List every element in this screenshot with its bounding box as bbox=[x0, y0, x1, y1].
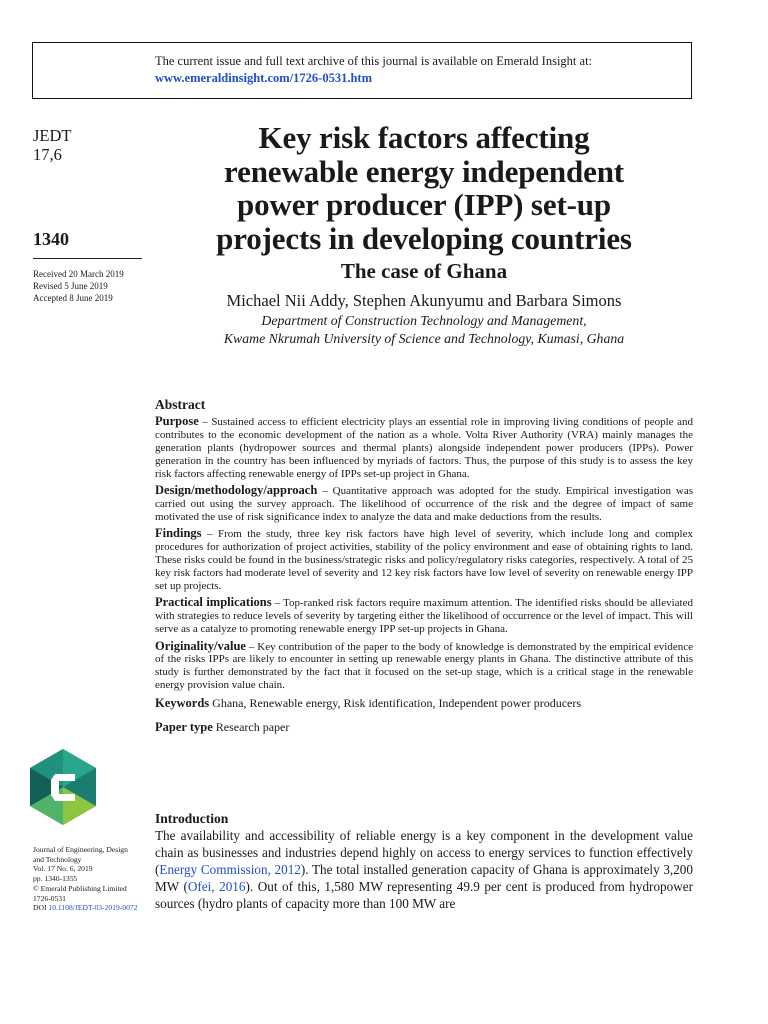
introduction-section bbox=[155, 811, 693, 912]
citation-ofei-link[interactable]: Ofei, 2016 bbox=[187, 879, 246, 894]
keywords-label: Keywords bbox=[155, 696, 210, 711]
article-dates bbox=[33, 268, 124, 304]
page-number: 1340 bbox=[33, 229, 69, 249]
doi-line bbox=[33, 903, 138, 913]
publication-info bbox=[33, 845, 138, 913]
purpose-text: – Sustained access to efficient electricity plays an essential role in improving living conditions of people and contributes to the economic development of the nation as a whole. Volta River Authority (VRA) mainly manages the generation plants (hydropower sources and thermal plants) alongside independent power producers (IPPs). Power generation in the country has been influenced by myriads of factors. Thus, the purpose of this study is to assess the key risk factors affecting renewable energy of IPPs set-up project in Ghana. bbox=[155, 416, 693, 480]
journal-code bbox=[33, 126, 72, 164]
journal-url-link[interactable]: www.emeraldinsight.com/1726-0531.htm bbox=[155, 71, 372, 85]
affiliation-line-2: Kwame Nkrumah University of Science and Technology, Kumasi, Ghana bbox=[223, 330, 625, 346]
received-date: Received 20 March 2019 bbox=[33, 269, 124, 279]
title-line-3: power producer (IPP) set-up bbox=[237, 187, 611, 222]
practical-label: Practical implications bbox=[155, 595, 272, 610]
originality-label: Originality/value bbox=[155, 638, 246, 653]
introduction-heading: Introduction bbox=[155, 811, 229, 826]
paper-type-row bbox=[155, 720, 693, 735]
author-list: Michael Nii Addy, Stephen Akunyumu and Barbara Simons bbox=[226, 291, 622, 310]
introduction-paragraph bbox=[155, 827, 693, 912]
abstract-originality bbox=[155, 640, 693, 693]
margin-divider bbox=[33, 258, 142, 259]
paper-type-text: Research paper bbox=[212, 720, 290, 735]
affiliation-line-1: Department of Construction Technology and Management, bbox=[261, 313, 587, 328]
intro-text-2: ). The total installed generation capacity of Ghana is approximately 3,200 MW ( bbox=[155, 862, 693, 894]
citation-energy-commission-link[interactable]: Energy Commission, 2012 bbox=[159, 862, 301, 877]
author-affiliation bbox=[150, 312, 698, 347]
abstract-practical bbox=[155, 596, 693, 636]
paper-type-label: Paper type bbox=[155, 720, 213, 735]
purpose-label: Purpose bbox=[155, 414, 199, 428]
article-subtitle: The case of Ghana bbox=[340, 259, 508, 283]
design-text: – Quantitative approach was adopted for the study. Empirical investigation was carried out using the survey approach. The likelihood of occurrence of the risk and the degree of impact of same motivated the use of risk significance index to analyze the data and make deductions from the results. bbox=[155, 485, 693, 523]
abstract-section bbox=[155, 397, 693, 735]
title-line-4: projects in developing countries bbox=[216, 220, 632, 256]
abstract-heading: Abstract bbox=[155, 397, 206, 412]
volume-issue: 17,6 bbox=[33, 145, 62, 164]
copyright: © Emerald Publishing Limited bbox=[33, 883, 127, 893]
keywords-row bbox=[155, 696, 693, 711]
revised-date: Revised 5 June 2019 bbox=[33, 281, 108, 291]
findings-text: – From the study, three key risk factors have high level of severity, which include long and complex procedures for authorization of project activities, stability of the policy environment and ease of obtaining rights to land. These risks could be found in the business/strategic risks and policy/regulatory risks categories, respectively. A total of 25 key risk factors had moderate level of severity and 12 key risk factors have low level of severity on renewable energy IPP set up projects. bbox=[155, 528, 693, 592]
abstract-purpose bbox=[155, 415, 693, 481]
keywords-text: Ghana, Renewable energy, Risk identification, Independent power producers bbox=[209, 696, 582, 711]
journal-name-line2: and Technology bbox=[33, 854, 82, 864]
journal-abbrev: JEDT bbox=[33, 126, 72, 145]
abstract-findings bbox=[155, 527, 693, 593]
page-range: pp. 1340-1355 bbox=[33, 874, 78, 884]
article-title bbox=[150, 121, 698, 255]
originality-text: – Key contribution of the paper to the body of knowledge is demonstrated by the empirical evidence of the risks IPPs are likely to encounter in setting up renewable energy plants in Ghana. The distinctive attribute of this study is further demonstrated by the fact that it focused on the set-up stage, which is a critical stage in the renewable energy provision value chain. bbox=[155, 640, 693, 692]
archive-notice-text: The current issue and full text archive of this journal is available on Emerald Insight at: bbox=[155, 54, 593, 68]
design-label: Design/methodology/approach bbox=[155, 483, 318, 498]
journal-name-line1: Journal of Engineering, Design bbox=[33, 845, 128, 854]
practical-text: – Top-ranked risk factors require maximum attention. The identified risks should be alleviated with strategies to reduce levels of severity by targeting either the likelihood of occurrence or the level of impact. This will serve as a catalyze to promoting renewable energy IPP set-up projects in Ghana. bbox=[155, 597, 693, 636]
abstract-design bbox=[155, 484, 693, 524]
issn: 1726-0531 bbox=[33, 893, 66, 903]
title-line-2: renewable energy independent bbox=[224, 153, 624, 189]
intro-text-3: ). Out of this, 1,580 MW representing 49.9 per cent is produced from hydropower sources (hydro plants of capacity more than 100 MW are bbox=[155, 879, 694, 911]
doi-label: DOI bbox=[33, 903, 47, 913]
title-line-1: Key risk factors affecting bbox=[258, 120, 590, 155]
doi-link[interactable]: 10.1108/JEDT-03-2019-0072 bbox=[48, 903, 138, 913]
emerald-logo-icon bbox=[30, 749, 96, 825]
intro-text-1: The availability and accessibility of reliable energy is a key component in the development value chain as businesses and industries depend highly on access to energy services to function effectively ( bbox=[155, 828, 693, 877]
findings-label: Findings bbox=[155, 526, 202, 541]
volume-info: Vol. 17 No. 6, 2019 bbox=[33, 864, 93, 874]
accepted-date: Accepted 8 June 2019 bbox=[33, 293, 113, 303]
